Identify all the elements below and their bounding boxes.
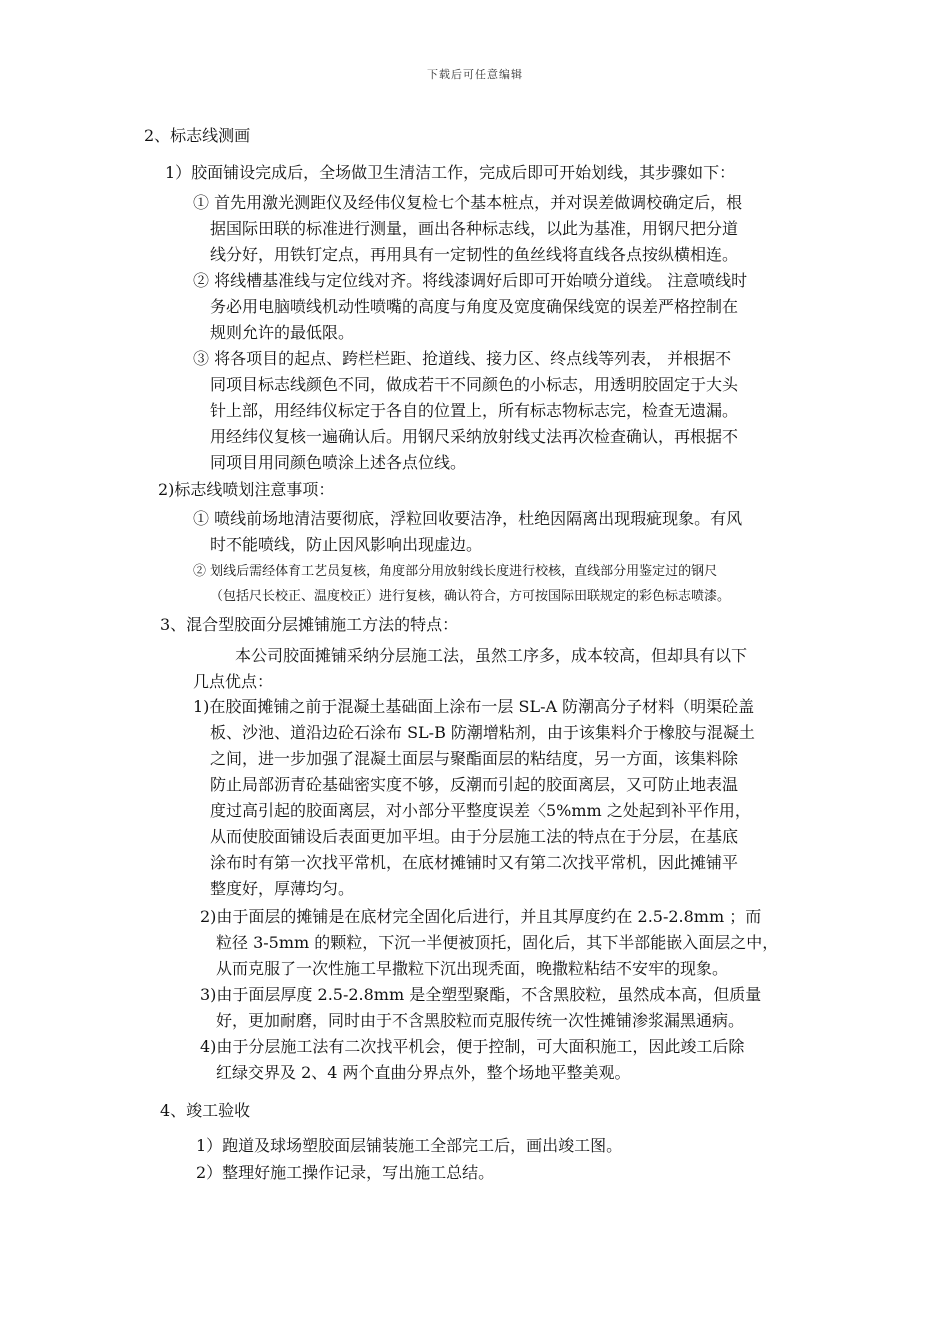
s3-advantage-1-line: 板、沙池、道沿边砼石涂布 SL-B 防潮增粘剂，由于该集料介于橡胶与混凝土 [210, 723, 755, 742]
section-4-title: 4、竣工验收 [160, 1101, 251, 1120]
s3-intro-line: 本公司胶面摊铺采纳分层施工法，虽然工序多，成本较高，但却具有以下 [235, 646, 748, 665]
s3-advantage-2-line: 从而克服了一次性施工早撒粒下沉出现秃面，晚撒粒粘结不安牢的现象。 [216, 959, 729, 978]
s2-item-2-line: ② 将线槽基准线与定位线对齐。将线漆调好后即可开始喷分道线。 注意喷线时 [193, 271, 748, 290]
s2-item-3-line: 同项目用同颜色喷涂上述各点位线。 [210, 453, 467, 472]
s3-advantage-4-line: 4)由于分层施工法有二次找平机会，便于控制，可大面积施工，因此竣工后除 [200, 1037, 745, 1056]
s2-item-3-line: ③ 将各项目的起点、跨栏栏距、抢道线、接力区、终点线等列表， 并根据不 [193, 349, 732, 368]
s2-note-1-line: ① 喷线前场地清洁要彻底，浮粒回收要洁净，杜绝因隔离出现瑕疵现象。有风 [193, 509, 743, 528]
section-2-title: 2、标志线测画 [144, 126, 251, 145]
s3-advantage-2-line: 粒径 3-5mm 的颗粒，下沉一半便被顶托，固化后，其下半部能嵌入面层之中， [216, 933, 779, 952]
s4-item: 2）整理好施工操作记录，写出施工总结。 [196, 1163, 495, 1182]
s4-item: 1）跑道及球场塑胶面层铺装施工全部完工后，画出竣工图。 [196, 1136, 623, 1155]
page-header: 下载后可任意编辑 [427, 68, 523, 81]
s3-advantage-1-line: 度过高引起的胶面离层，对小部分平整度误差〈5%mm 之处起到补平作用， [210, 801, 751, 820]
s2-item-1-line: ① 首先用激光测距仪及经伟仪复检七个基本桩点，并对误差做调校确定后，根 [193, 193, 743, 212]
s3-advantage-1-line: 之间，进一步加强了混凝土面层与聚酯面层的粘结度，另一方面，该集料除 [210, 749, 739, 768]
s2-step-1: 1）胶面铺设完成后，全场做卫生清洁工作，完成后即可开始划线，其步骤如下： [165, 163, 736, 182]
s2-item-3-line: 同项目标志线颜色不同，做成若干不同颜色的小标志，用透明胶固定于大头 [210, 375, 739, 394]
section-3-title: 3、混合型胶面分层摊铺施工方法的特点： [160, 615, 459, 634]
s3-advantage-4-line: 红绿交界及 2、4 两个直曲分界点外，整个场地平整美观。 [216, 1063, 631, 1082]
s2-note-1-line: 时不能喷线，防止因风影响出现虚边。 [210, 535, 483, 554]
s3-advantage-1-line: 从而使胶面铺设后表面更加平坦。由于分层施工法的特点在于分层，在基底 [210, 827, 739, 846]
s2-note-2-line: （包括尺长校正、温度校正）进行复核，确认符合，方可按国际田联规定的彩色标志喷漆。 [210, 589, 731, 604]
s2-item-1-line: 据国际田联的标准进行测量，画出各种标志线，以此为基准，用钢尺把分道 [210, 219, 739, 238]
s2-item-2-line: 规则允许的最低限。 [210, 323, 355, 342]
s2-item-3-line: 针上部，用经纬仪标定于各自的位置上，所有标志物标志完，检查无遗漏。 [210, 401, 739, 420]
s2-step-2: 2)标志线喷划注意事项： [158, 480, 335, 499]
s2-item-1-line: 线分好，用铁钉定点，再用具有一定韧性的鱼丝线将直线各点按纵横相连。 [210, 245, 739, 264]
s3-advantage-3-line: 3)由于面层厚度 2.5-2.8mm 是全塑型聚酯，不含黑胶粒，虽然成本高，但质量 [200, 985, 762, 1004]
s2-item-2-line: 务必用电脑喷线机动性喷嘴的高度与角度及宽度确保线宽的误差严格控制在 [210, 297, 739, 316]
s2-note-2-line: ② 划线后需经体育工艺员复核，角度部分用放射线长度进行校核，直线部分用鉴定过的钢尺 [193, 564, 718, 579]
s3-advantage-1-line: 涂布时有第一次找平常机，在底材摊铺时又有第二次找平常机，因此摊铺平 [210, 853, 739, 872]
s3-advantage-1-line: 整度好，厚薄均匀。 [210, 879, 355, 898]
s3-advantage-1-line: 防止局部沥青砼基础密实度不够，反潮而引起的胶面离层，又可防止地表温 [210, 775, 739, 794]
s2-item-3-line: 用经纬仪复核一遍确认后。用钢尺采纳放射线丈法再次检查确认，再根据不 [210, 427, 739, 446]
s3-advantage-3-line: 好，更加耐磨，同时由于不含黑胶粒而克服传统一次性摊铺渗浆漏黑通病。 [216, 1011, 745, 1030]
s3-advantage-1-line: 1)在胶面摊铺之前于混凝土基础面上涂布一层 SL-A 防潮高分子材料（明渠砼盖 [193, 697, 755, 716]
s3-intro-line: 几点优点： [193, 672, 274, 691]
s3-advantage-2-line: 2)由于面层的摊铺是在底材完全固化后进行，并且其厚度约在 2.5-2.8mm ；而 [200, 907, 762, 926]
